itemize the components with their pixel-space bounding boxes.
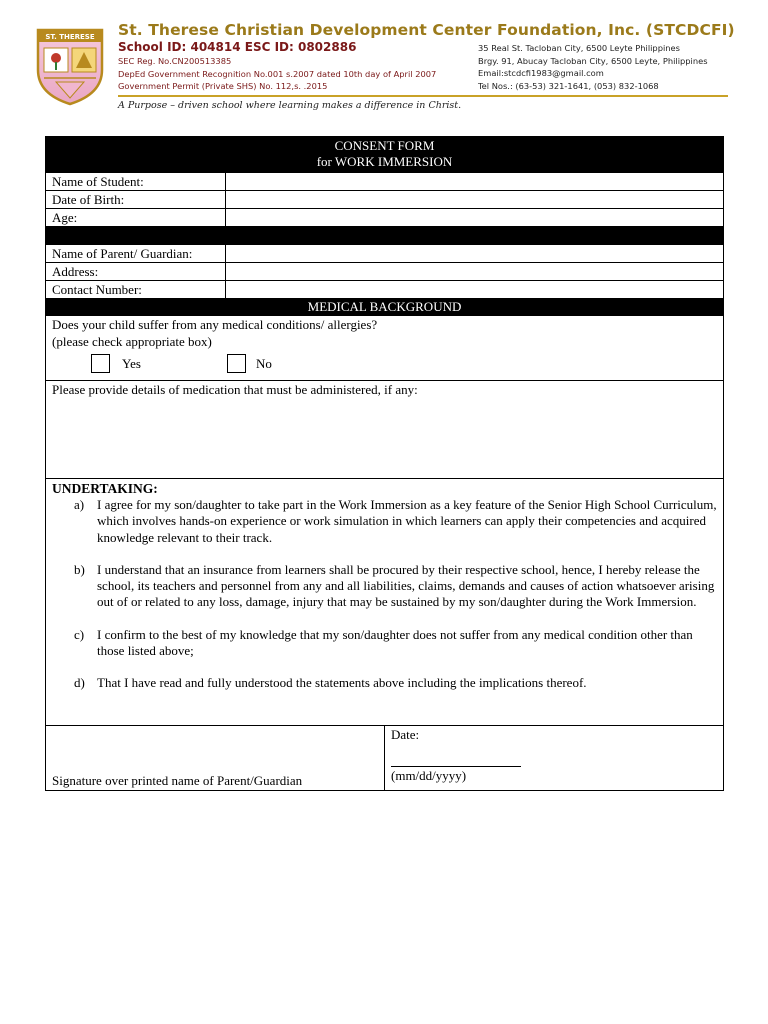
item-letter: b) [74, 561, 85, 577]
address-label: Address: [46, 263, 226, 281]
age-field[interactable] [226, 209, 724, 227]
contact-number-label: Contact Number: [46, 281, 226, 299]
yes-no-options [52, 350, 717, 374]
address-line-2: Brgy. 91, Abucay Tacloban City, 6500 Leyte, Philippines [478, 55, 708, 66]
no-label: No [256, 356, 272, 371]
item-letter: d) [74, 675, 85, 691]
contact-number-row [46, 281, 724, 299]
birth-date-row [46, 191, 724, 209]
seal-text: ST. THERESE [45, 33, 95, 41]
address-field[interactable] [226, 263, 724, 281]
address-row [46, 263, 724, 281]
form-header-row [46, 137, 724, 173]
item-text: That I have read and fully understood the statements above including the implications thereof. [97, 675, 587, 691]
medical-question-cell [46, 316, 724, 381]
parent-name-label: Name of Parent/ Guardian: [46, 245, 226, 263]
letterhead-divider [118, 95, 728, 97]
student-name-field[interactable] [226, 173, 724, 191]
item-text: I agree for my son/daughter to take part in the Work Immersion as a key feature of the Senior High School Curriculum, which involves hands-on experience or work simulation in which learners can apply their competencies and acquired knowledge relevant to their track. [97, 497, 717, 545]
government-permit: Government Permit (Private SHS) No. 112,s. .2015 [118, 81, 328, 91]
medication-details-field[interactable] [46, 381, 724, 479]
contact-info [478, 42, 708, 92]
student-name-label: Name of Student: [46, 173, 226, 191]
yes-label: Yes [122, 356, 141, 371]
date-format-hint: (mm/dd/yyyy) [391, 768, 467, 783]
undertaking-row [46, 479, 724, 726]
date-field[interactable] [385, 726, 724, 791]
school-ids: School ID: 404814 ESC ID: 0802886 [118, 40, 357, 54]
signature-label: Signature over printed name of Parent/Guardian [52, 773, 303, 788]
school-seal-logo [34, 24, 106, 106]
form-title-line-2: for WORK IMMERSION [316, 154, 453, 169]
parent-name-field[interactable] [226, 245, 724, 263]
deped-recognition: DepEd Government Recognition No.001 s.2007 dated 10th day of April 2007 [118, 68, 437, 79]
undertaking-item-d [52, 675, 717, 691]
age-label: Age: [46, 209, 226, 227]
item-text: I understand that an insurance from learners shall be procured by their respective school, hence, I hereby release the school, its teachers and personnel from any and all liabilities, claims, demands and causes of action whatsoever arising out of or related to any loss, damage, injury that may be sustained by my son/daughter during the Work Immersion. [97, 561, 715, 610]
signature-row [46, 726, 724, 791]
undertaking-item-a [52, 497, 717, 546]
registration-info [118, 55, 436, 93]
student-name-row [46, 173, 724, 191]
item-text: I confirm to the best of my knowledge that my son/daughter does not suffer from any medical condition other than those listed above; [97, 626, 693, 659]
birth-date-field[interactable] [226, 191, 724, 209]
undertaking-cell [46, 479, 724, 726]
medication-prompt: Please provide details of medication that must be administered, if any: [52, 382, 418, 397]
no-checkbox[interactable] [227, 354, 246, 373]
telephone-numbers: Tel Nos.: (63-53) 321-1641, (053) 832-1068 [478, 80, 659, 91]
signature-field[interactable] [46, 726, 385, 791]
address-line-1: 35 Real St. Tacloban City, 6500 Leyte Philippines [478, 43, 680, 53]
age-row [46, 209, 724, 227]
undertaking-item-b [52, 562, 717, 611]
undertaking-item-c [52, 627, 717, 660]
item-letter: c) [74, 626, 85, 642]
section-separator-bar [46, 227, 724, 245]
consent-form-table [45, 136, 724, 791]
form-title-line-1: CONSENT FORM [334, 138, 435, 153]
medical-question: Does your child suffer from any medical conditions/ allergies? [52, 317, 378, 332]
undertaking-title: UNDERTAKING: [52, 481, 158, 496]
medical-question-hint: (please check appropriate box) [52, 334, 212, 349]
item-letter: a) [74, 497, 85, 512]
medication-details-row [46, 381, 724, 479]
contact-number-field[interactable] [226, 281, 724, 299]
medical-background-title: MEDICAL BACKGROUND [46, 299, 724, 316]
date-label: Date: [391, 727, 420, 742]
medical-question-row [46, 316, 724, 381]
form-title [46, 137, 724, 173]
yes-checkbox[interactable] [91, 354, 110, 373]
email-address: Email:stcdcfi1983@gmail.com [478, 68, 604, 78]
section-separator [46, 227, 724, 245]
organization-name: St. Therese Christian Development Center Foundation, Inc. (STCDCFI) [118, 21, 735, 39]
medical-header-row [46, 299, 724, 316]
parent-name-row [46, 245, 724, 263]
letterhead [30, 20, 736, 118]
school-motto: A Purpose – driven school where learning makes a difference in Christ. [118, 100, 462, 111]
birth-date-label: Date of Birth: [46, 191, 226, 209]
sec-registration: SEC Reg. No.CN200513385 [118, 56, 232, 66]
